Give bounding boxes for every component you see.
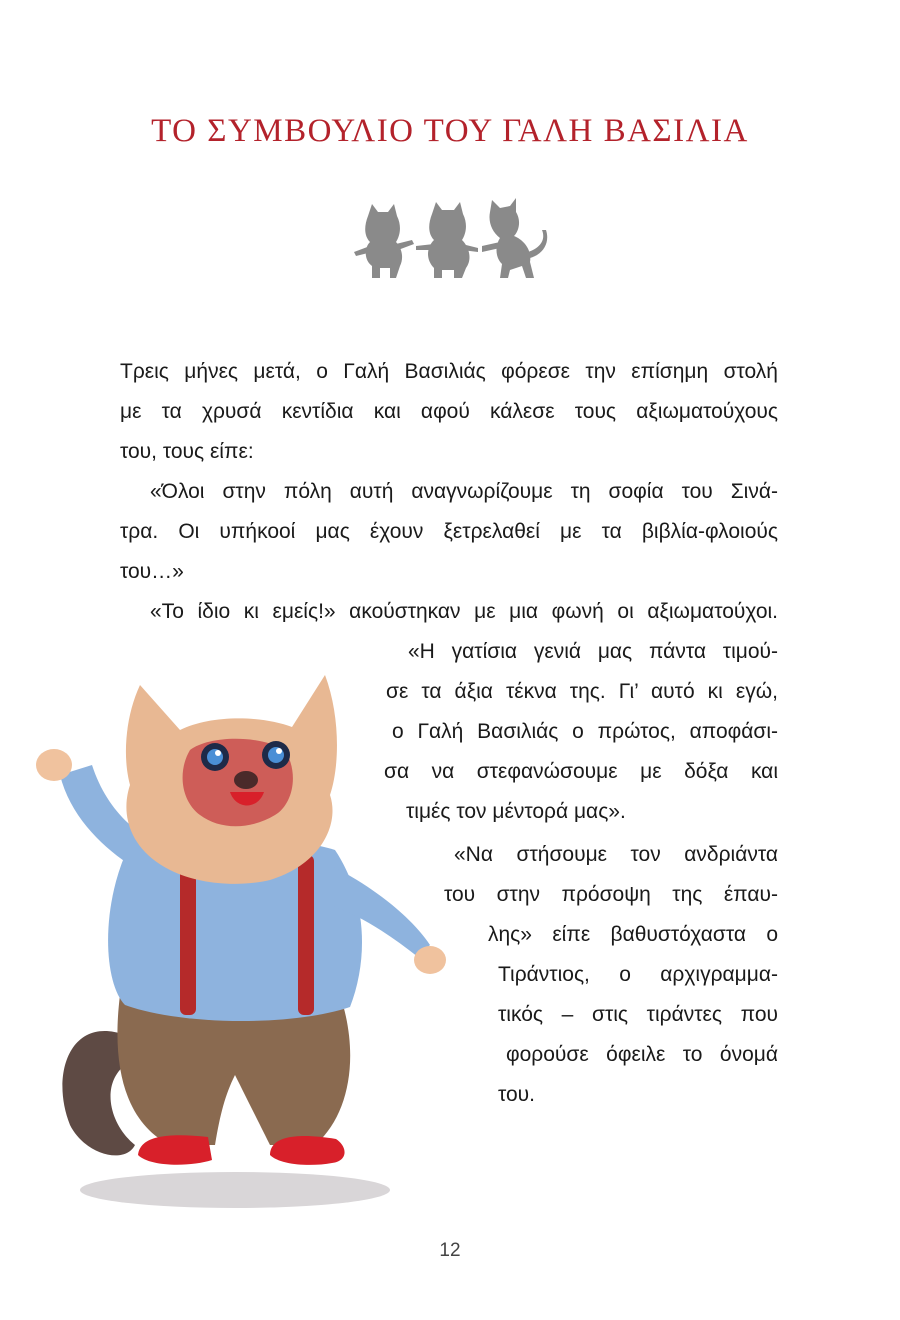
text-line: τικός – στις τιράντες που bbox=[498, 1003, 778, 1026]
chapter-title: ΤΟ ΣΥΜΒΟΥΛΙΟ ΤΟΥ ΓΑΛΗ ΒΑΣΙΛΙΑ bbox=[151, 113, 749, 149]
text-line: «Το ίδιο κι εμείς!» ακούστηκαν με μια φωνή οι αξιωματούχοι. bbox=[150, 600, 778, 623]
text-line: τρα. Οι υπήκοοί μας έχουν ξετρελαθεί με τα βιβλία-φλοιούς bbox=[120, 520, 778, 543]
text-line: του στην πρόσοψη της έπαυ- bbox=[444, 883, 778, 906]
cat-king-illustration bbox=[30, 655, 450, 1215]
text-line: ο Γαλή Βασιλιάς ο πρώτος, αποφάσι- bbox=[392, 720, 778, 743]
page-number: 12 bbox=[439, 1240, 461, 1261]
text-line: του. bbox=[498, 1083, 535, 1106]
text-line: φορούσε όφειλε το όνομά bbox=[506, 1043, 778, 1066]
text-line: Τιράντιος, ο αρχιγραμμα- bbox=[498, 963, 778, 986]
text-line: του…» bbox=[120, 560, 184, 583]
text-line: τιμές τον μέντορά μας». bbox=[406, 800, 626, 823]
text-line: σε τα άξια τέκνα της. Γι’ αυτό κι εγώ, bbox=[386, 680, 778, 703]
text-line: «Να στήσουμε τον ανδριάντα bbox=[454, 843, 778, 866]
text-line: Τρεις μήνες μετά, ο Γαλή Βασιλιάς φόρεσε την επίσημη στολή bbox=[120, 360, 778, 383]
text-line: σα να στεφανώσουμε με δόξα και bbox=[384, 760, 778, 783]
text-line: λης» είπε βαθυστόχαστα ο bbox=[488, 923, 778, 946]
cats-silhouette-ornament bbox=[350, 196, 550, 281]
text-line: «Όλοι στην πόλη αυτή αναγνωρίζουμε τη σοφία του Σινά- bbox=[150, 480, 778, 503]
text-line: «Η γατίσια γενιά μας πάντα τιμού- bbox=[408, 640, 778, 663]
text-line: του, τους είπε: bbox=[120, 440, 254, 463]
text-line: με τα χρυσά κεντίδια και αφού κάλεσε τους αξιωματούχους bbox=[120, 400, 778, 423]
